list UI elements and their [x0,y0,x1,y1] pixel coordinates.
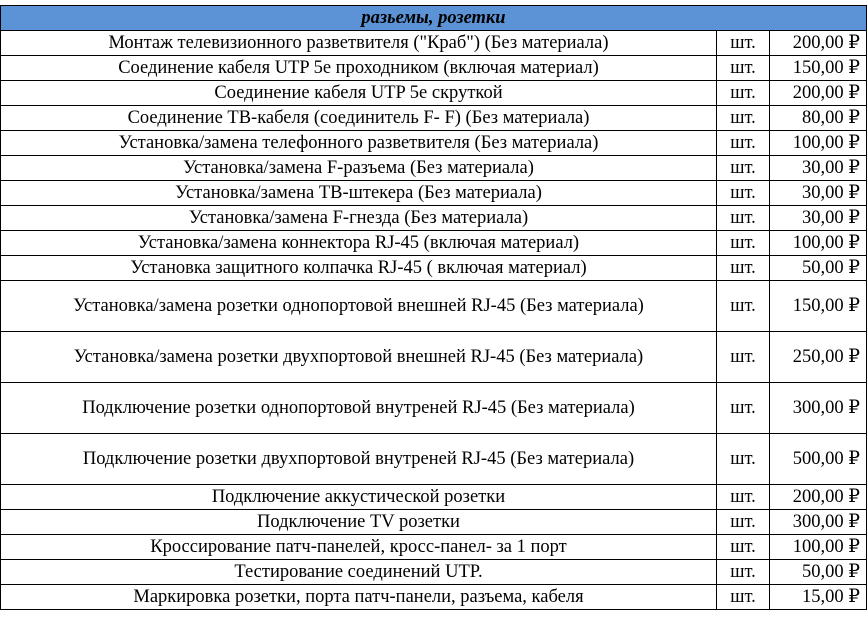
unit-cell: шт. [717,535,770,560]
price-cell: 30,00 ₽ [770,181,867,206]
table-row [1,81,867,106]
table-row [1,510,867,535]
unit-cell: шт. [717,156,770,181]
service-name-cell: Соединение кабеля UTP 5е скруткой [1,81,717,106]
service-name-cell: Установка/замена розетки двухпортовой внешней RJ-45 (Без материала) [1,332,717,383]
table-row [1,231,867,256]
unit-cell: шт. [717,585,770,610]
table-row [1,332,867,383]
table-row [1,156,867,181]
table-row [1,206,867,231]
price-cell: 300,00 ₽ [770,510,867,535]
service-name-cell: Монтаж телевизионного разветвителя ("Краб") (Без материала) [1,31,717,56]
unit-cell: шт. [717,181,770,206]
price-table-body [1,6,867,610]
price-cell: 200,00 ₽ [770,81,867,106]
price-cell: 30,00 ₽ [770,206,867,231]
price-cell: 150,00 ₽ [770,281,867,332]
table-row [1,106,867,131]
service-name-cell: Установка/замена ТВ-штекера (Без материала) [1,181,717,206]
table-row [1,485,867,510]
service-name-cell: Подключение TV розетки [1,510,717,535]
price-cell: 200,00 ₽ [770,485,867,510]
unit-cell: шт. [717,31,770,56]
table-row [1,56,867,81]
unit-cell: шт. [717,81,770,106]
price-cell: 150,00 ₽ [770,56,867,81]
unit-cell: шт. [717,206,770,231]
service-name-cell: Соединение кабеля UTP 5е проходником (включая материал) [1,56,717,81]
table-row [1,383,867,434]
table-row [1,535,867,560]
table-row [1,181,867,206]
price-cell: 30,00 ₽ [770,156,867,181]
table-row [1,434,867,485]
service-name-cell: Маркировка розетки, порта патч-панели, разъема, кабеля [1,585,717,610]
service-name-cell: Установка защитного колпачка RJ-45 ( включая материал) [1,256,717,281]
service-name-cell: Установка/замена F-разъема (Без материала) [1,156,717,181]
unit-cell: шт. [717,383,770,434]
price-cell: 500,00 ₽ [770,434,867,485]
unit-cell: шт. [717,231,770,256]
unit-cell: шт. [717,332,770,383]
service-name-cell: Тестирование соединений UTP. [1,560,717,585]
service-name-cell: Соединение ТВ-кабеля (соединитель F- F) (Без материала) [1,106,717,131]
price-cell: 300,00 ₽ [770,383,867,434]
unit-cell: шт. [717,256,770,281]
price-cell: 50,00 ₽ [770,560,867,585]
service-name-cell: Подключение розетки однопортовой внутреней RJ-45 (Без материала) [1,383,717,434]
service-name-cell: Установка/замена F-гнезда (Без материала) [1,206,717,231]
unit-cell: шт. [717,281,770,332]
service-name-cell: Подключение аккустической розетки [1,485,717,510]
unit-cell: шт. [717,485,770,510]
table-row [1,585,867,610]
section-header-row [1,6,867,31]
unit-cell: шт. [717,56,770,81]
price-cell: 50,00 ₽ [770,256,867,281]
price-cell: 80,00 ₽ [770,106,867,131]
service-name-cell: Установка/замена коннектора RJ-45 (включая материал) [1,231,717,256]
table-row [1,256,867,281]
service-name-cell: Установка/замена розетки однопортовой внешней RJ-45 (Без материала) [1,281,717,332]
unit-cell: шт. [717,131,770,156]
price-cell: 200,00 ₽ [770,31,867,56]
price-cell: 100,00 ₽ [770,231,867,256]
unit-cell: шт. [717,510,770,535]
service-name-cell: Подключение розетки двухпортовой внутреней RJ-45 (Без материала) [1,434,717,485]
service-name-cell: Кроссирование патч-панелей, кросс-панел- за 1 порт [1,535,717,560]
table-row [1,281,867,332]
service-name-cell: Установка/замена телефонного разветвителя (Без материала) [1,131,717,156]
price-cell: 250,00 ₽ [770,332,867,383]
price-cell: 100,00 ₽ [770,131,867,156]
price-table [0,5,867,610]
price-cell: 15,00 ₽ [770,585,867,610]
table-row [1,560,867,585]
table-row [1,131,867,156]
unit-cell: шт. [717,434,770,485]
price-cell: 100,00 ₽ [770,535,867,560]
unit-cell: шт. [717,106,770,131]
section-title: разьемы, розетки [1,6,867,31]
table-row [1,31,867,56]
unit-cell: шт. [717,560,770,585]
